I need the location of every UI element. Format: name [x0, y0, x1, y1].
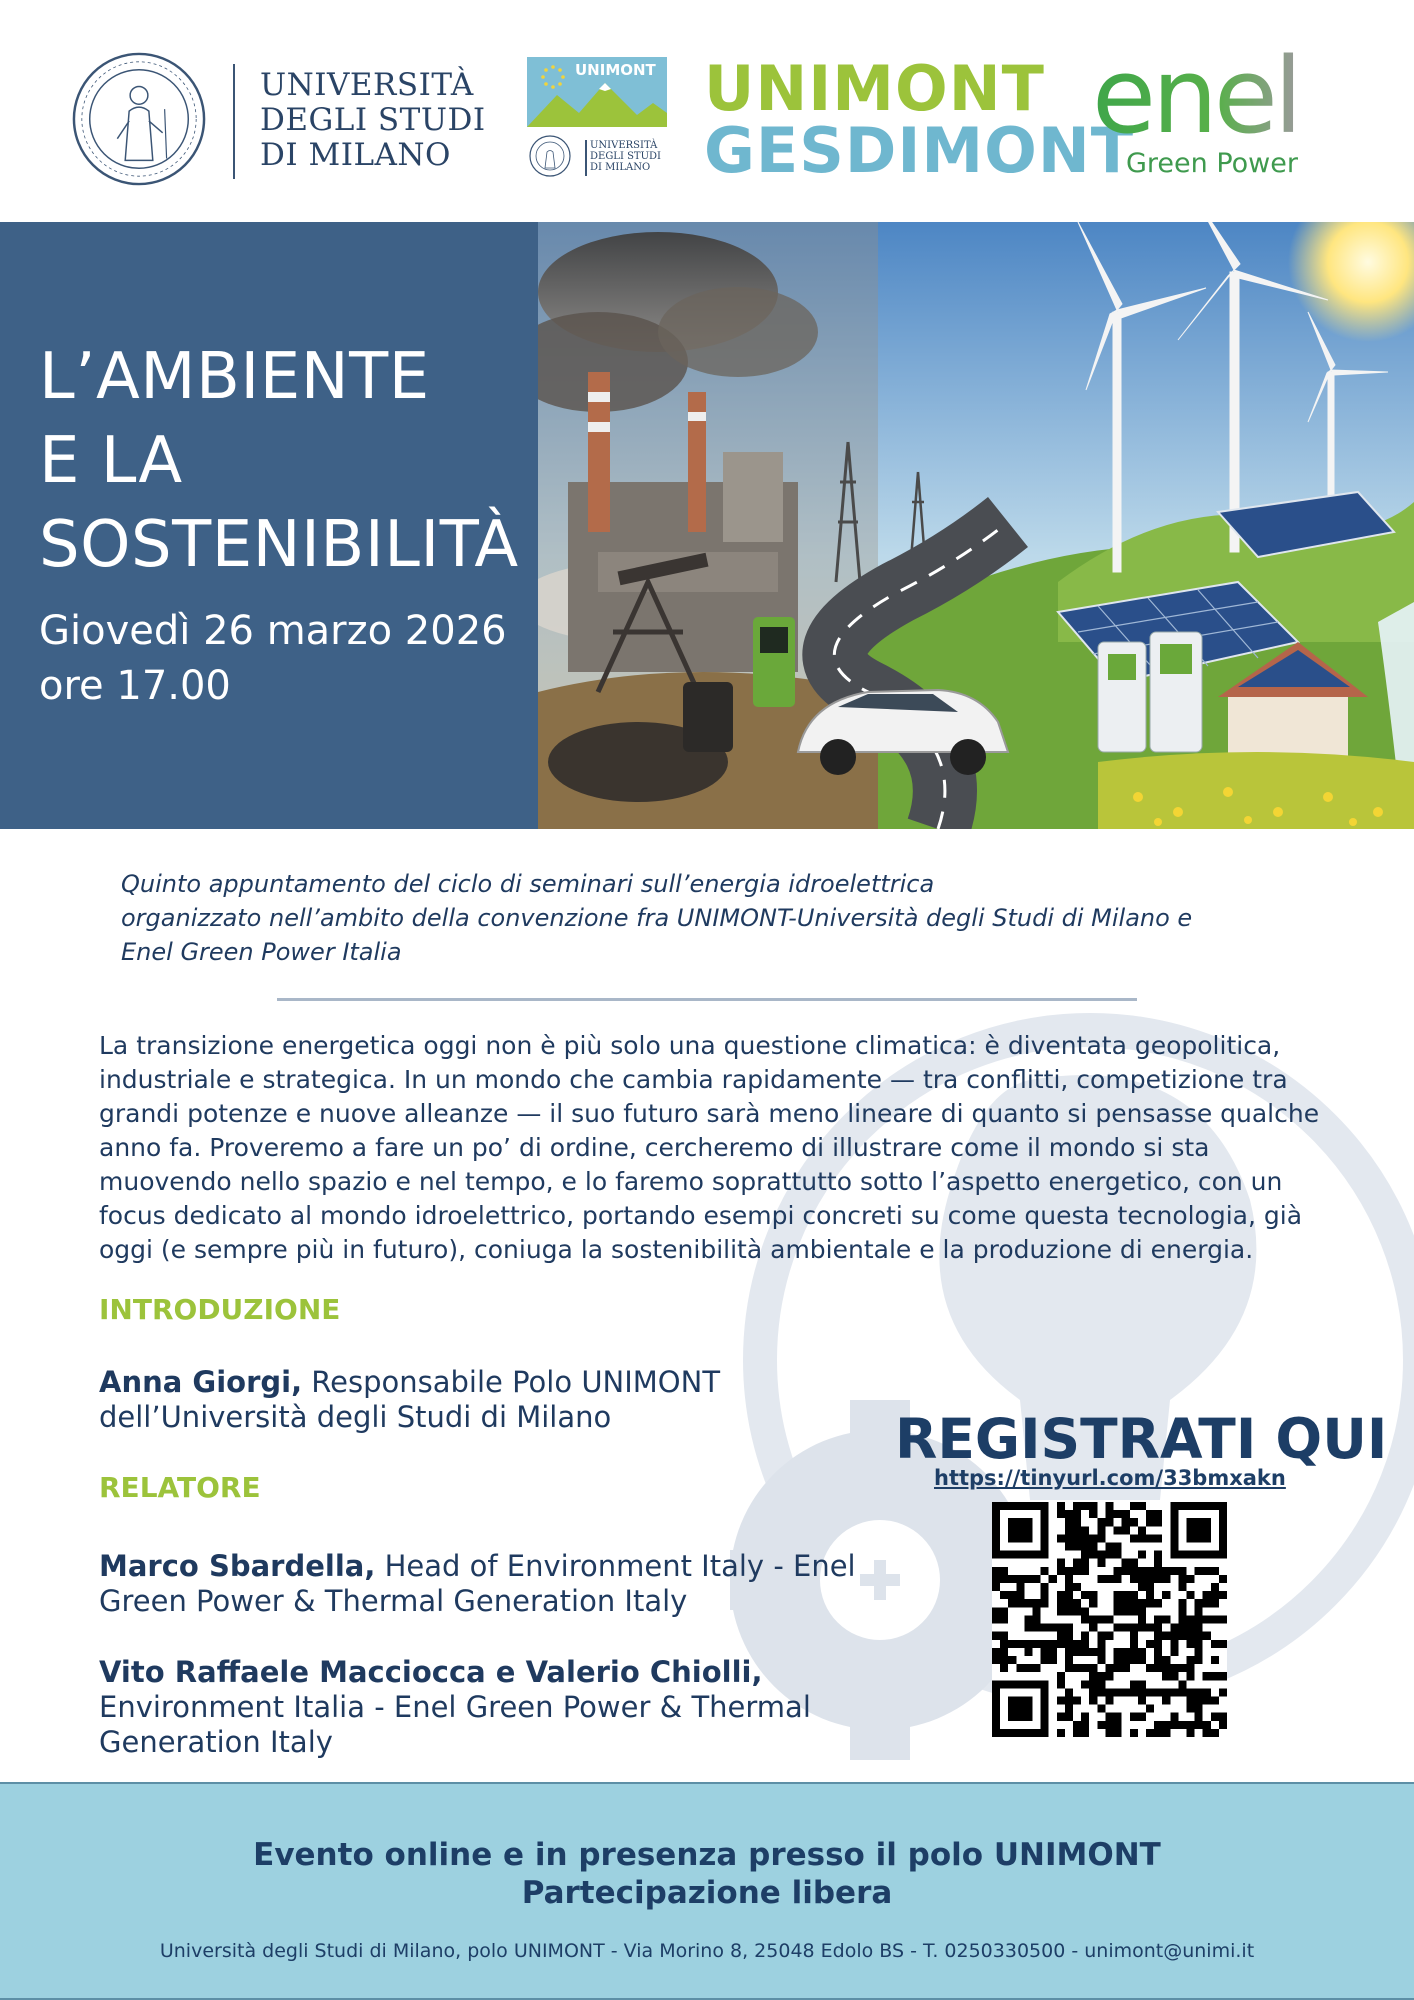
- footer-banner: [0, 1782, 1414, 2000]
- footer-event-mode: Evento online e in presenza presso il polo UNIMONT: [253, 1837, 1161, 1873]
- description-line: oggi (e sempre più in futuro), coniuga la sostenibilità ambientale e la produzione di energia.: [99, 1235, 1254, 1264]
- small-university-name: [590, 140, 661, 173]
- enel-green-power-logo: [1092, 40, 1328, 186]
- register-heading: REGISTRATI QUI: [895, 1407, 1388, 1471]
- enel-wordmark: enel: [1092, 40, 1299, 146]
- oil-barrel-icon: [683, 682, 733, 752]
- energy-transition-illustration: [538, 222, 1414, 829]
- description-line: industriale e strategica. In un mondo che cambia rapidamente — tra conflitti, competizione tra: [99, 1065, 1288, 1094]
- registration-qr-code[interactable]: [992, 1502, 1227, 1737]
- unimont-wordmark: UNIMONT: [704, 52, 1045, 125]
- speaker-role: Generation Italy: [99, 1725, 333, 1759]
- event-date-line: Giovedì 26 marzo 2026: [39, 608, 507, 654]
- intro-line: Quinto appuntamento del ciclo di seminari sull’energia idroelettrica: [121, 870, 935, 898]
- introduction-heading: INTRODUZIONE: [99, 1293, 341, 1326]
- university-name: [260, 68, 486, 173]
- description-line: grandi potenze e nuove alleanze — il suo futuro sarà meno lineare di quanto si pensasse qualche: [99, 1099, 1320, 1128]
- event-description: [99, 1029, 1349, 1267]
- speaker-role: Responsabile Polo UNIMONT: [302, 1365, 721, 1399]
- description-line: La transizione energetica oggi non è più solo una questione climatica: è diventata geopolitica,: [99, 1031, 1281, 1060]
- speaker-role: Environment Italia - Enel Green Power & Thermal: [99, 1690, 811, 1724]
- small-university-line: DEGLI STUDI: [590, 151, 661, 162]
- description-line: muovendo nello spazio e nel tempo, e lo faremo soprattutto sotto l’aspetto energetico, con un: [99, 1167, 1283, 1196]
- speaker-role: Green Power & Thermal Generation Italy: [99, 1584, 688, 1618]
- speaker-name: Vito Raffaele Macciocca e Valerio Chiolli,: [99, 1655, 763, 1689]
- description-line: anno fa. Proveremo a fare un po’ di ordine, cercheremo di illustrare come il mondo si sta: [99, 1133, 1210, 1162]
- description-line: focus dedicato al mondo idroelettrico, portando esempi concreti su come questa tecnologia, già: [99, 1201, 1303, 1230]
- event-title-line: SOSTENIBILITÀ: [39, 508, 519, 582]
- logo-header: [0, 0, 1414, 222]
- intro-line: Enel Green Power Italia: [121, 938, 402, 966]
- university-name-line: DI MILANO: [260, 137, 451, 173]
- university-seal-icon: [70, 50, 208, 188]
- seminar-series-intro: [121, 867, 1321, 969]
- speaker-name: Anna Giorgi,: [99, 1365, 303, 1399]
- logo-divider: [233, 64, 235, 179]
- registration-link[interactable]: https://tinyurl.com/33bmxakn: [934, 1466, 1286, 1490]
- speaker-1: [99, 1549, 856, 1619]
- speaker-role: dell’Università degli Studi di Milano: [99, 1400, 612, 1434]
- speaker-role: Head of Environment Italy - Enel: [375, 1549, 856, 1583]
- footer-participation: Partecipazione libera: [521, 1875, 893, 1911]
- event-title-line: L’AMBIENTE: [39, 340, 430, 414]
- small-logo-divider: [585, 140, 587, 176]
- university-name-line: UNIVERSITÀ: [260, 67, 474, 103]
- intro-speaker: [99, 1365, 720, 1435]
- small-university-line: DI MILANO: [590, 162, 651, 173]
- event-title: [39, 335, 519, 587]
- unimont-gesdimont-logo: [704, 52, 1135, 187]
- gesdimont-wordmark: GESDIMONT: [704, 114, 1135, 187]
- intro-line: organizzato nell’ambito della convenzione fra UNIMONT-Università degli Studi di Milano e: [121, 904, 1193, 932]
- speaker-name: Marco Sbardella,: [99, 1549, 376, 1583]
- small-university-line: UNIVERSITÀ: [590, 140, 658, 151]
- unimont-badge-logo: [527, 57, 667, 127]
- green-power-tagline: Green Power: [1126, 148, 1298, 179]
- event-time-line: ore 17.00: [39, 663, 231, 709]
- speaker-heading: RELATORE: [99, 1471, 261, 1504]
- event-date: [39, 604, 507, 714]
- footer-contact-info: Università degli Studi di Milano, polo UNIMONT - Via Morino 8, 25048 Edolo BS - T. 0250330500 - unimont@unimi.it: [159, 1940, 1255, 1962]
- small-university-seal-icon: [528, 134, 572, 178]
- event-title-line: E LA: [39, 424, 183, 498]
- speaker-2: [99, 1655, 811, 1760]
- unimont-badge-text: UNIMONT: [575, 61, 656, 79]
- university-name-line: DEGLI STUDI: [260, 102, 486, 138]
- section-divider: [277, 998, 1137, 1001]
- enel-logo-icon: [1092, 40, 1328, 146]
